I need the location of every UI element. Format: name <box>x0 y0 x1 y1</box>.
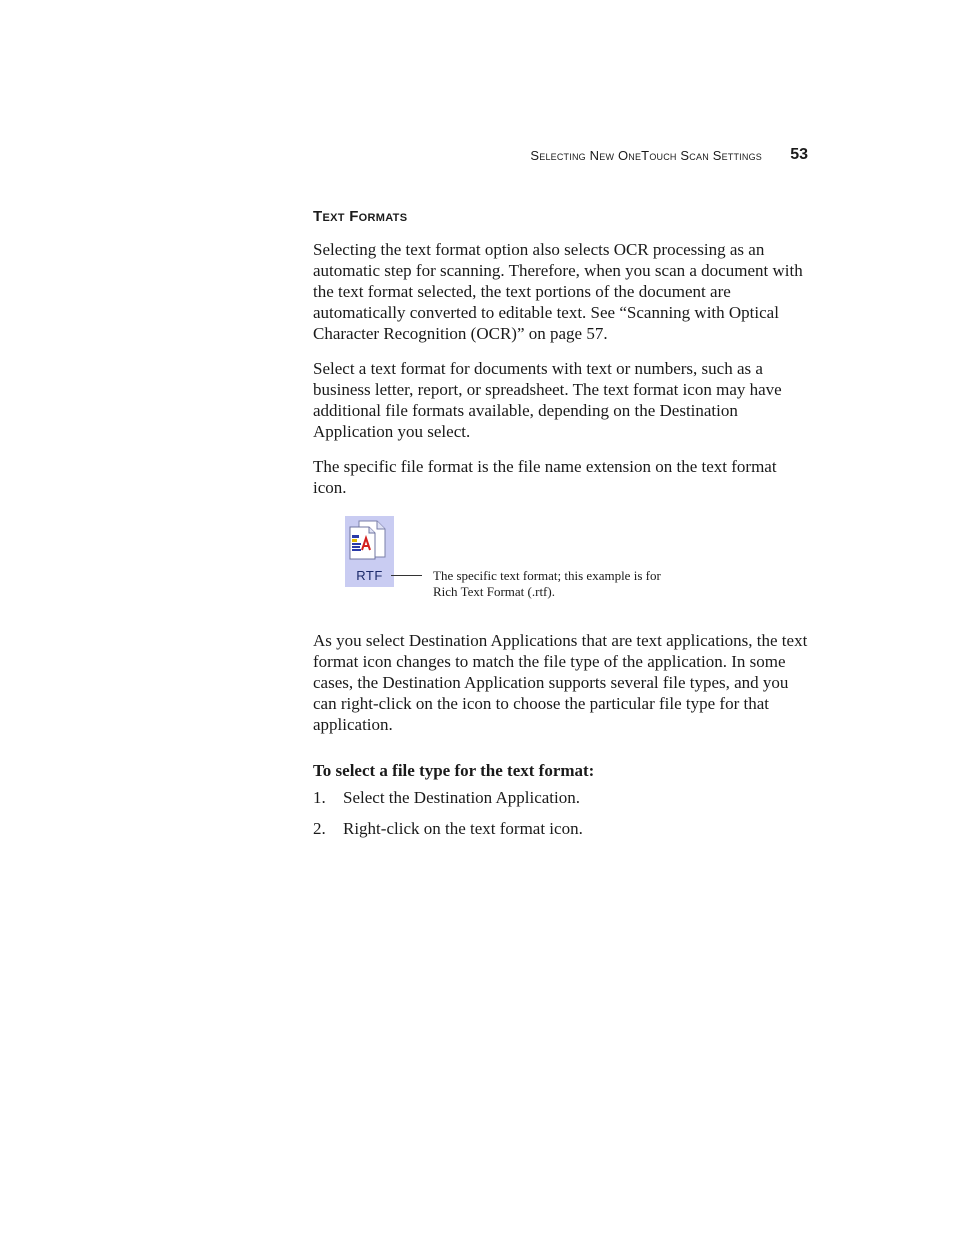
callout-text: The specific text format; this example is for Rich Text Format (.rtf). <box>433 568 661 599</box>
rtf-document-icon <box>345 516 394 587</box>
document-glyph <box>347 519 391 567</box>
page-content <box>313 208 813 849</box>
step-text: Right-click on the text format icon. <box>343 819 583 838</box>
procedure-steps <box>313 787 813 839</box>
section-title: Text Formats <box>313 208 408 225</box>
list-item <box>313 787 813 808</box>
paragraph-ocr: Selecting the text format option also selects OCR processing as an automatic step for scanning. Therefore, when you scan a document with the text format selected, the text portions of the document are automatically converted to editable text. See “Scanning with Optical Character Recognition (OCR)” on page 57. <box>313 240 803 343</box>
list-item <box>313 818 813 839</box>
format-label: RTF <box>356 568 383 583</box>
procedure-title: To select a file type for the text format: <box>313 761 595 780</box>
step-number: 2. <box>313 819 326 838</box>
step-text: Select the Destination Application. <box>343 788 581 807</box>
running-head: Selecting New OneTouch Scan Settings <box>530 148 762 163</box>
paragraph-select-format: Select a text format for documents with text or numbers, such as a business letter, report, or spreadsheet. The text format icon may have additional file formats available, depending on the Destination Application you select. <box>313 359 782 441</box>
callout-line <box>391 575 422 576</box>
format-icon-figure <box>313 512 813 630</box>
paragraph-destination: As you select Destination Applications that are text applications, the text format icon changes to match the file type of the application. In some cases, the Destination Application supports several file types, and you can right-click on the icon to choose the particular file type for that application. <box>313 631 808 734</box>
page-number: 53 <box>790 146 808 163</box>
paragraph-extension: The specific file format is the file name extension on the text format icon. <box>313 457 777 497</box>
step-number: 1. <box>313 788 326 807</box>
